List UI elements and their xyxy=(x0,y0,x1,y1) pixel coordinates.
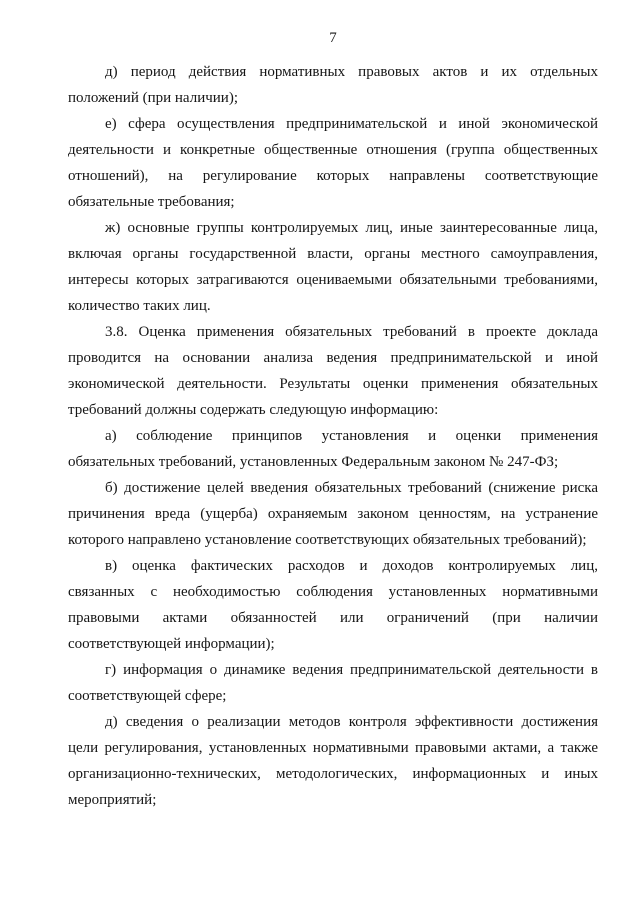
text-line: причинения вреда (ущерба) охраняемым законом ценностям, на устранение xyxy=(68,506,598,522)
paragraph xyxy=(68,709,598,813)
text-line: которого направлено установление соответствующих обязательных требований); xyxy=(68,532,587,548)
text-line: обязательных требований, установленных Федеральным законом № 247-ФЗ; xyxy=(68,454,559,470)
text-line: организационно-технических, методологических, информационных и иных xyxy=(68,766,598,782)
text-line: связанных с необходимостью соблюдения установленных нормативными xyxy=(68,584,598,600)
text-line: количество таких лиц. xyxy=(68,298,211,314)
text-line: цели регулирования, установленных нормативными правовыми актами, а также xyxy=(68,740,598,756)
text-line: отношений), на регулирование которых направлены соответствующие xyxy=(68,168,598,184)
paragraph xyxy=(68,215,598,319)
paragraph xyxy=(68,475,598,553)
paragraph xyxy=(68,657,598,709)
text-line: положений (при наличии); xyxy=(68,90,238,106)
text-line: проводится на основании анализа ведения предпринимательской и иной xyxy=(68,350,598,366)
text-line: интересы которых затрагиваются оцениваемыми обязательными требованиями, xyxy=(68,272,598,288)
text-line: включая органы государственной власти, органы местного самоуправления, xyxy=(68,246,598,262)
text-line: деятельности и конкретные общественные отношения (группа общественных xyxy=(68,142,598,158)
page-number: 7 xyxy=(329,30,337,46)
text-line: соответствующей информации); xyxy=(68,636,275,652)
text-line: экономической деятельности. Результаты оценки применения обязательных xyxy=(68,376,598,392)
text-line: правовыми актами обязанностей или ограничений (при наличии xyxy=(68,610,598,626)
text-line: е) сфера осуществления предпринимательской и иной экономической xyxy=(105,116,598,132)
paragraph xyxy=(68,423,598,475)
text-line: в) оценка фактических расходов и доходов контролируемых лиц, xyxy=(105,558,598,574)
text-line: а) соблюдение принципов установления и оценки применения xyxy=(105,428,598,444)
paragraph xyxy=(68,59,598,111)
paragraph xyxy=(68,111,598,215)
text-line: 3.8. Оценка применения обязательных требований в проекте доклада xyxy=(105,324,598,340)
text-line: обязательные требования; xyxy=(68,194,235,210)
text-line: ж) основные группы контролируемых лиц, иные заинтересованные лица, xyxy=(105,220,598,236)
text-line: д) период действия нормативных правовых актов и их отдельных xyxy=(105,64,598,80)
paragraph xyxy=(68,553,598,657)
text-line: б) достижение целей введения обязательных требований (снижение риска xyxy=(105,480,598,496)
paragraph xyxy=(68,319,598,423)
text-line: требований должны содержать следующую информацию: xyxy=(68,402,439,418)
document-body xyxy=(68,59,598,813)
text-line: мероприятий; xyxy=(68,792,157,808)
text-line: г) информация о динамике ведения предпринимательской деятельности в xyxy=(105,662,598,678)
text-line: д) сведения о реализации методов контроля эффективности достижения xyxy=(105,714,598,730)
text-line: соответствующей сфере; xyxy=(68,688,227,704)
